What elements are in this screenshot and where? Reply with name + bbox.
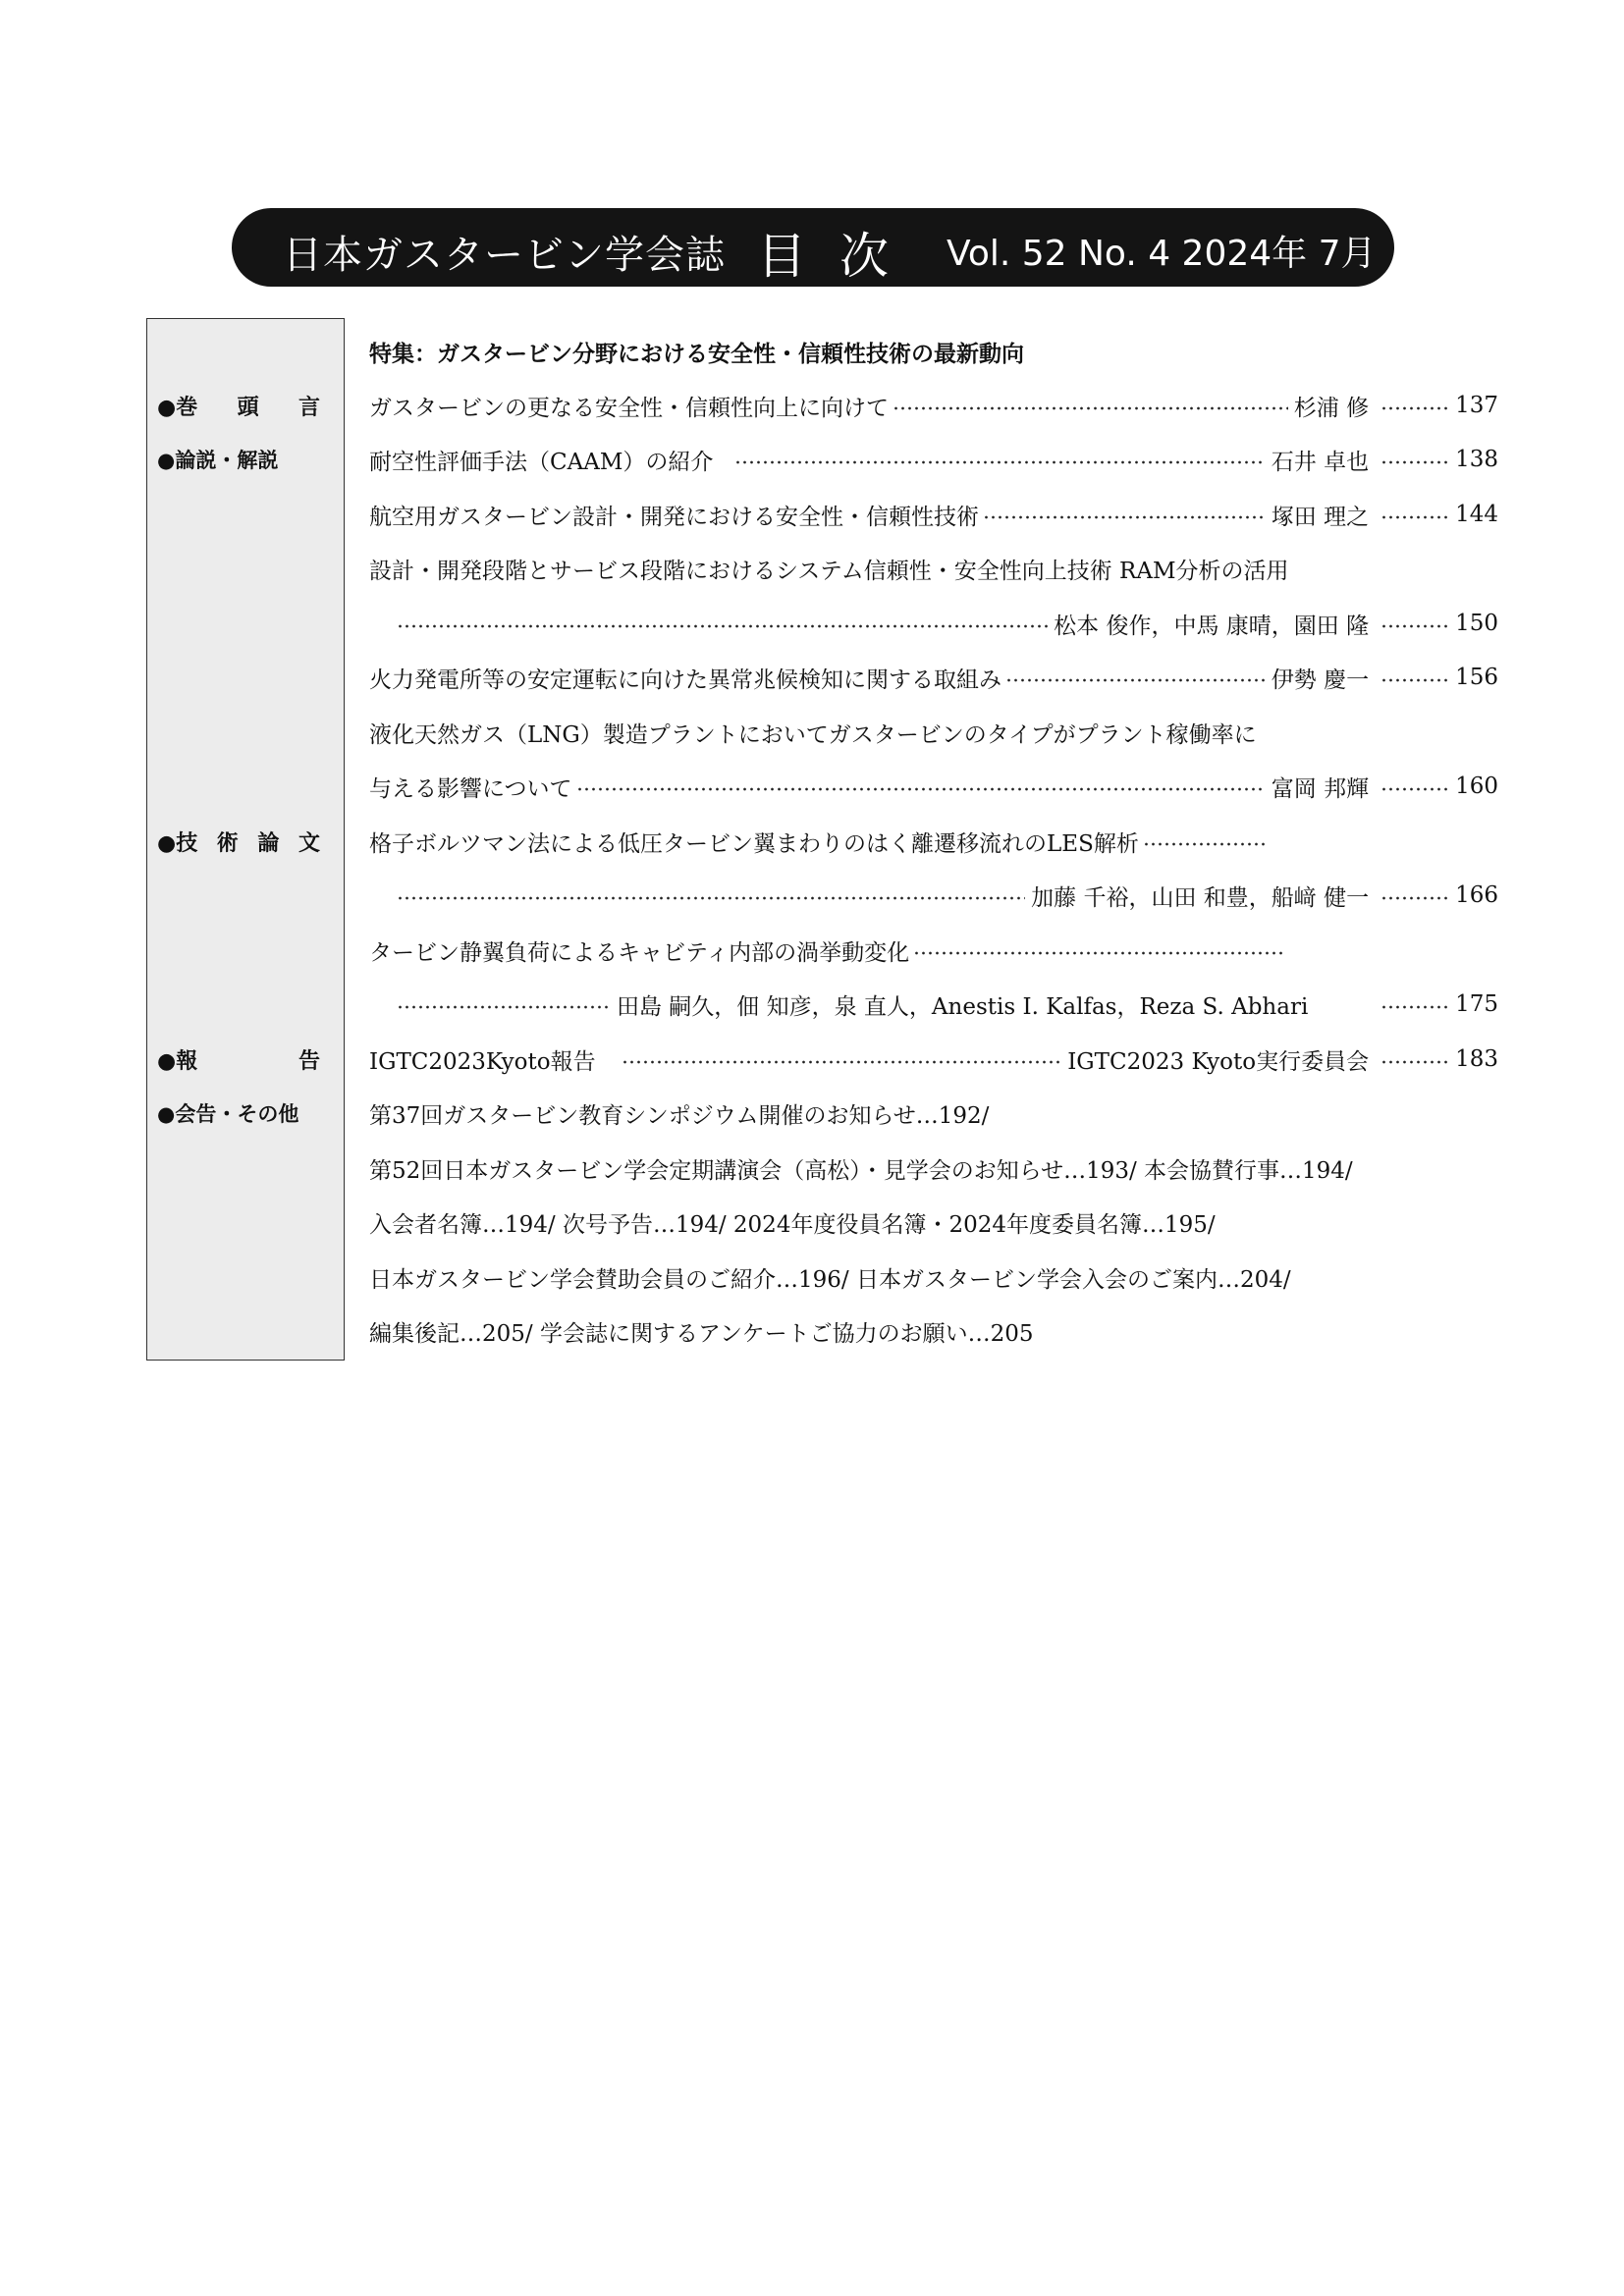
- entry-title: 液化天然ガス（LNG）製造プラントにおいてガスタービンのタイプがプラント稼働率に: [369, 721, 1257, 748]
- issue-info: Vol. 52 No. 4 2024年 7月: [947, 234, 1377, 274]
- category-foreword: ●巻 頭 言: [157, 395, 320, 420]
- toc-entry-title-line[interactable]: [369, 934, 1498, 967]
- entry-title: 航空用ガスタービン設計・開発における安全性・信頼性技術: [369, 504, 979, 530]
- special-feature-title: 特集：ガスタービン分野における安全性・信頼性技術の最新動向: [369, 341, 1024, 367]
- toc-entry[interactable]: [397, 879, 1498, 912]
- entry-authors: 加藤 千裕，山田 和豊，船﨑 健一: [1031, 884, 1370, 911]
- entry-page: 138: [1455, 447, 1498, 472]
- entry-page: 183: [1455, 1046, 1498, 1072]
- leader-dots: [397, 623, 1048, 629]
- toc-entry[interactable]: [369, 389, 1498, 422]
- entry-title: IGTC2023Kyoto報告: [369, 1048, 596, 1075]
- notice-line[interactable]: 第37回ガスタービン教育シンポジウム開催のお知らせ…192/: [369, 1102, 990, 1129]
- notice-line[interactable]: 編集後記…205/ 学会誌に関するアンケートご協力のお願い…205: [369, 1320, 1034, 1347]
- entry-authors: 石井 卓也: [1271, 449, 1370, 475]
- toc-entry[interactable]: [369, 661, 1498, 694]
- leader-dots: [576, 786, 1266, 792]
- entry-page: 156: [1455, 665, 1498, 690]
- entry-title: ガスタービンの更なる安全性・信頼性向上に向けて: [369, 395, 889, 421]
- entry-page: 166: [1455, 882, 1498, 908]
- notice-line[interactable]: 入会者名簿…194/ 次号予告…194/ 2024年度役員名簿・2024年度委員名簿…195/: [369, 1211, 1216, 1238]
- category-report: ●報 告: [157, 1048, 320, 1074]
- toc-entry[interactable]: [369, 443, 1498, 476]
- entry-authors: 伊勢 慶一: [1271, 667, 1370, 693]
- entry-authors: 松本 俊作，中馬 康晴，園田 隆: [1054, 613, 1370, 639]
- entry-page: 160: [1455, 774, 1498, 799]
- category-technical-paper: ●技 術 論 文: [157, 830, 320, 856]
- leader-dots: [734, 459, 1265, 465]
- entry-title: タービン静翼負荷によるキャビティ内部の渦挙動変化: [369, 939, 910, 966]
- toc-entry[interactable]: [369, 498, 1498, 531]
- leader-dots: [1380, 1004, 1449, 1010]
- entry-title-cont: 与える影響について: [369, 775, 572, 802]
- entry-title: 火力発電所等の安定運転に向けた異常兆候検知に関する取組み: [369, 667, 1001, 693]
- toc-label: 目次: [757, 228, 922, 285]
- entry-page: 137: [1455, 393, 1498, 418]
- entry-authors: 杉浦 修: [1293, 395, 1370, 421]
- entry-title: 設計・開発段階とサービス段階におけるシステム信頼性・安全性向上技術 RAM分析の活用: [369, 558, 1289, 584]
- journal-title: 日本ガスタービン学会誌: [283, 233, 726, 278]
- leader-dots: [1380, 677, 1449, 683]
- entry-authors: IGTC2023 Kyoto実行委員会: [1067, 1048, 1370, 1075]
- leader-dots: [1380, 514, 1449, 520]
- toc-header-banner: [232, 208, 1394, 287]
- notice-line[interactable]: 第52回日本ガスタービン学会定期講演会（高松）・見学会のお知らせ…193/ 本会協賛行事…194/: [369, 1157, 1353, 1184]
- leader-dots: [1380, 895, 1449, 901]
- toc-entry-title-line[interactable]: [369, 825, 1498, 858]
- leader-dots: [1380, 459, 1449, 465]
- entry-title: 耐空性評価手法（CAAM）の紹介: [369, 449, 714, 475]
- toc-entry[interactable]: [369, 770, 1498, 803]
- entry-authors: 田島 嗣久，佃 知彦，泉 直人，Anestis I. Kalfas，Reza S. Abhari: [617, 993, 1309, 1020]
- leader-dots: [1380, 1059, 1449, 1065]
- entry-page: 175: [1455, 991, 1498, 1017]
- leader-dots: [893, 405, 1288, 411]
- leader-dots: [622, 1059, 1062, 1065]
- notice-line[interactable]: 日本ガスタービン学会賛助会員のご紹介…196/ 日本ガスタービン学会入会のご案内…204/: [369, 1266, 1291, 1293]
- leader-dots: [1380, 623, 1449, 629]
- toc-entry[interactable]: [369, 1042, 1498, 1076]
- entry-authors: 塚田 理之: [1271, 504, 1370, 530]
- leader-dots: [397, 1004, 611, 1010]
- leader-dots: [1380, 405, 1449, 411]
- leader-dots: [1005, 677, 1266, 683]
- entry-title: 格子ボルツマン法による低圧タービン翼まわりのはく離遷移流れのLES解析: [369, 830, 1139, 857]
- toc-entry[interactable]: [397, 988, 1498, 1021]
- entry-page: 144: [1455, 502, 1498, 527]
- entry-authors: 富岡 邦輝: [1271, 775, 1370, 802]
- leader-dots: [913, 950, 1284, 956]
- leader-dots: [1380, 786, 1449, 792]
- entry-page: 150: [1455, 611, 1498, 636]
- toc-entry[interactable]: [397, 607, 1498, 640]
- category-review: ●論説・解説: [157, 449, 279, 472]
- leader-dots: [983, 514, 1266, 520]
- toc-entry-title-line[interactable]: [369, 716, 1498, 749]
- leader-dots: [397, 895, 1025, 901]
- category-notices: ●会告・その他: [157, 1102, 299, 1126]
- leader-dots: [1143, 841, 1269, 847]
- toc-entry-title-line[interactable]: [369, 552, 1498, 585]
